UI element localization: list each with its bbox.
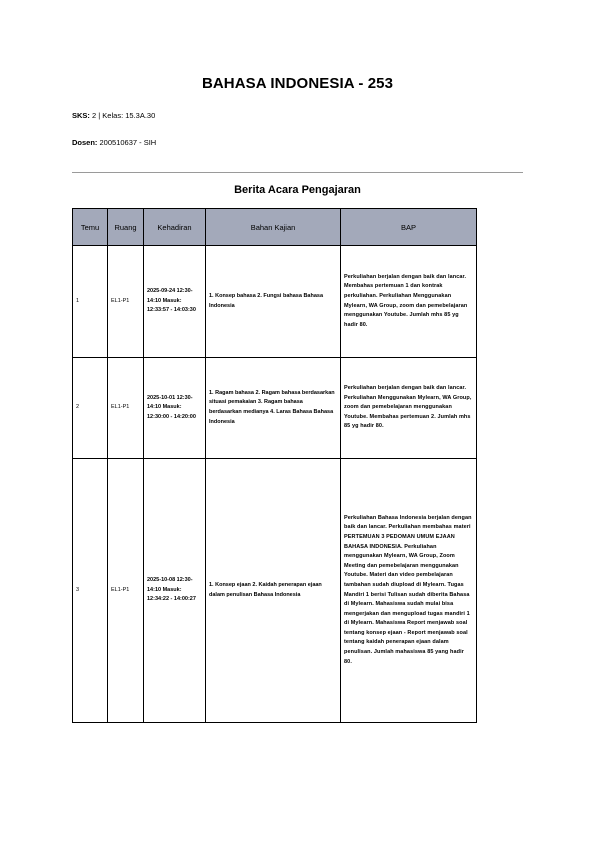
- kehadiran-cell: 2025-09-24 12:30-14:10 Masuk: 12:33:57 - 14:03:30: [144, 246, 206, 358]
- header-bap: BAP: [341, 209, 477, 246]
- table-row: [73, 246, 477, 358]
- header-bahan-kajian: Bahan Kajian: [206, 209, 341, 246]
- bahan-kajian-cell: 1. Konsep bahasa 2. Fungsi bahasa Bahasa Indonesia: [206, 246, 341, 358]
- course-title: BAHASA INDONESIA - 253: [201, 75, 394, 92]
- bap-cell: Perkuliahan berjalan dengan baik dan lancar. Membahas pertemuan 1 dan kontrak perkuliahan. Perkuliahan Menggunakan Mylearn, WA Group, zoom dan pemebelajaran menggunakan Youtube. Jumlah mhs 85 yg hadir 80.: [341, 246, 477, 358]
- kehadiran-cell: 2025-10-01 12:30-14:10 Masuk: 12:30:00 - 14:20:00: [144, 358, 206, 459]
- sks-kelas-value: 2 | Kelas: 15.3A.30: [92, 111, 156, 120]
- dosen-label: Dosen:: [72, 138, 98, 147]
- temu-cell: 3: [73, 459, 108, 723]
- bap-cell: Perkuliahan berjalan dengan baik dan lancar. Perkuliahan Menggunakan Mylearn, WA Group, zoom dan pemebelajaran menggunakan Youtube. Membahas pertemuan 2. Jumlah mhs 85 yg hadir 80.: [341, 358, 477, 459]
- dosen-value: 200510637 - SIH: [99, 138, 157, 147]
- sks-kelas-line: [72, 111, 155, 120]
- header-kehadiran: Kehadiran: [144, 209, 206, 246]
- temu-cell: 1: [73, 246, 108, 358]
- ruang-cell: EL1-P1: [108, 246, 144, 358]
- sks-label: SKS:: [72, 111, 90, 120]
- bahan-kajian-cell: 1. Konsep ejaan 2. Kaidah penerapan ejaan dalam penulisan Bahasa Indonesia: [206, 459, 341, 723]
- table-header-row: [73, 209, 477, 246]
- kehadiran-cell: 2025-10-08 12:30-14:10 Masuk: 12:34:22 - 14:00:27: [144, 459, 206, 723]
- dosen-line: [72, 138, 156, 147]
- header-temu: Temu: [73, 209, 108, 246]
- table-row: [73, 459, 477, 723]
- bap-cell: Perkuliahan Bahasa Indonesia berjalan dengan baik dan lancar. Perkuliahan membahas materi PERTEMUAN 3 PEDOMAN UMUM EJAAN BAHASA INDONESIA. Perkuliahan menggunakan Mylearn, WA Group, Zoom Meeting dan pemebelajaran menggunakan Youtube. Materi dan video pembelajaran tambahan sudah diupload di Mylearn. Tugas Mandiri 1 berisi Tulisan sudah diberita Bahasa di Mylearn. Mahasiswa sudah mulai bisa mengerjakan dan mengupload tugas mandiri 1 di Mylearn. Mahasiswa Report menjawab soal tentang konsep ejaan - Report menjawab soal tentang kaidah penerapan ejaan dalam penulisan. Jumlah mahasiswa 85 yang hadir 80.: [341, 459, 477, 723]
- bahan-kajian-cell: 1. Ragam bahasa 2. Ragam bahasa berdasarkan situasi pemakaian 3. Ragam bahasa berdasarkan medianya 4. Laras Bahasa Bahasa Indonesia: [206, 358, 341, 459]
- section-title: Berita Acara Pengajaran: [234, 184, 361, 196]
- bap-table: [72, 208, 477, 723]
- divider: [72, 172, 523, 173]
- table-row: [73, 358, 477, 459]
- temu-cell: 2: [73, 358, 108, 459]
- ruang-cell: EL1-P1: [108, 459, 144, 723]
- header-ruang: Ruang: [108, 209, 144, 246]
- ruang-cell: EL1-P1: [108, 358, 144, 459]
